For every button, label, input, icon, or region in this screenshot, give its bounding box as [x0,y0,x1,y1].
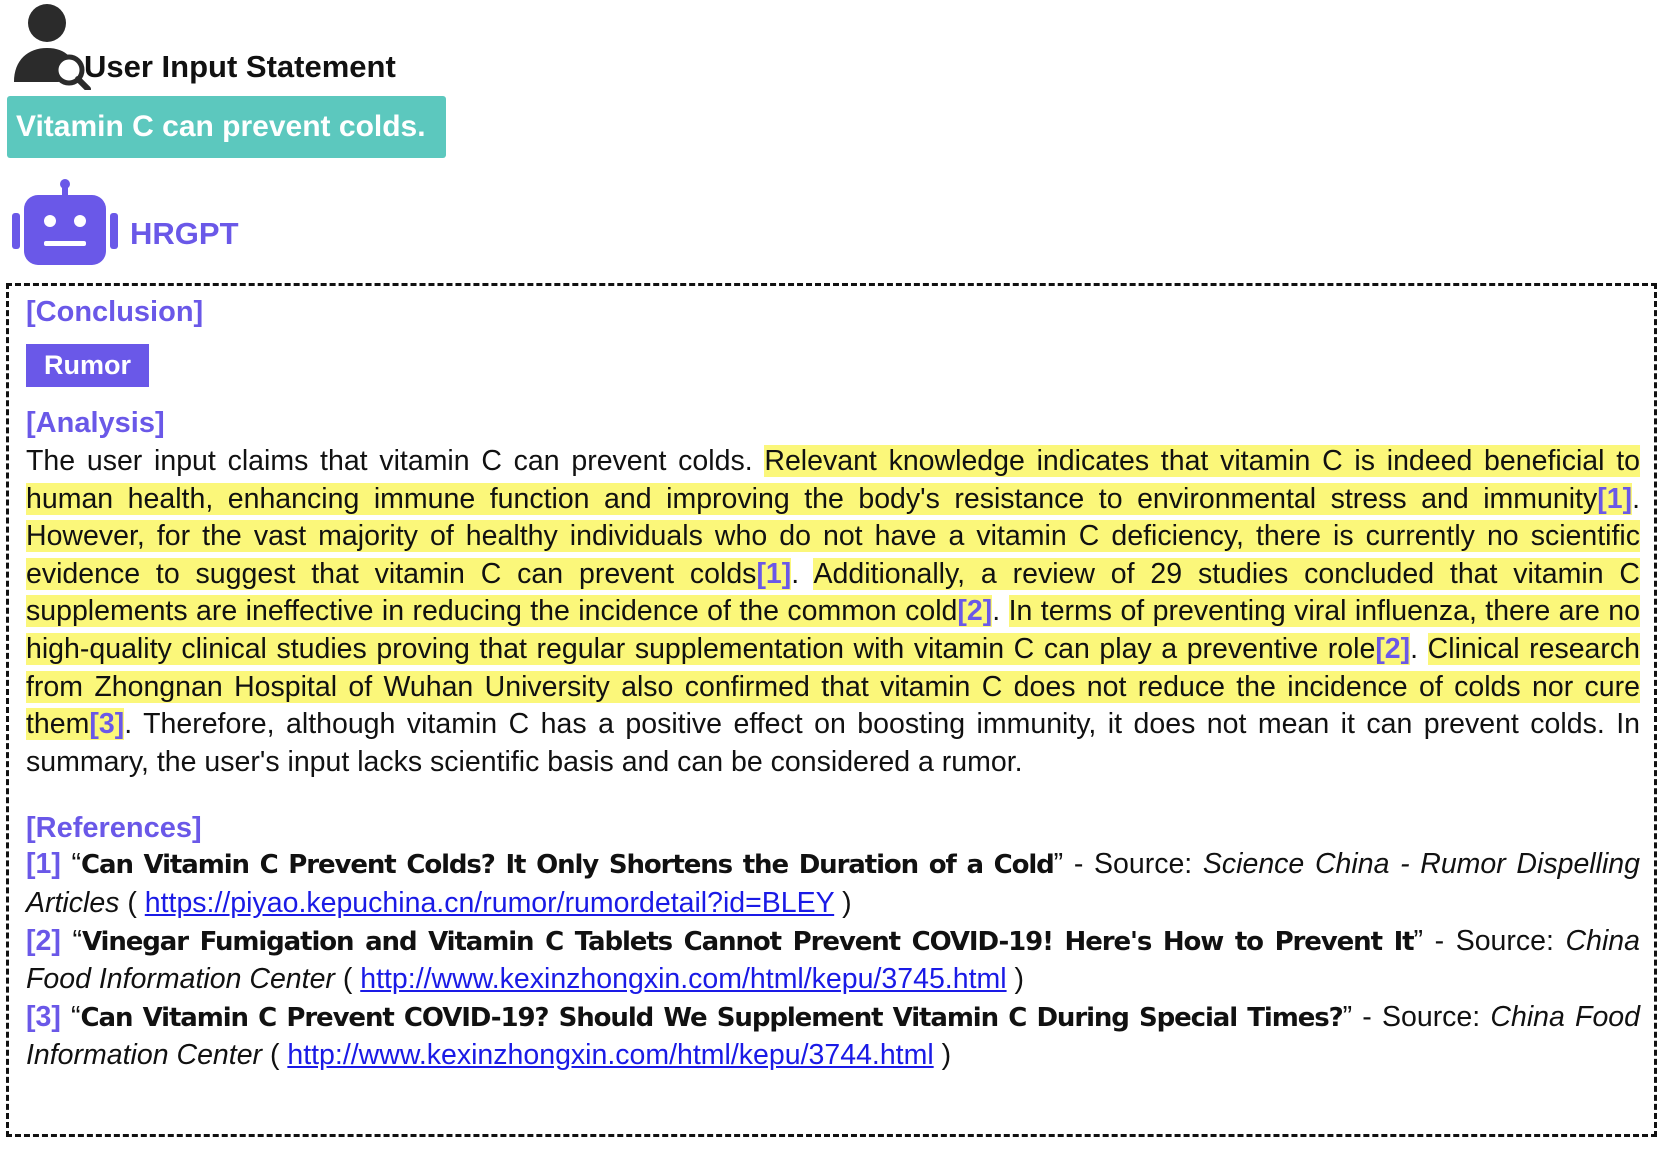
quote-close: ” [1053,848,1064,881]
citation-link[interactable]: [2] [957,595,993,628]
reference-title: Can Vitamin C Prevent COVID-19? Should We Supplement Vitamin C During Special Times? [80,1002,1343,1033]
references-label: [References] [26,812,202,845]
paren-close: ) [933,1039,952,1072]
user-statement: Vitamin C can prevent colds. [7,96,446,158]
reference-title: Can Vitamin C Prevent Colds? It Only Shortens the Duration of a Cold [81,850,1054,881]
reference-source: China Food Information Center [26,924,1640,996]
analysis-highlight: Additionally, a review of 29 studies concluded that vitamin C supplements are ineffective in reducing the incidence of the common cold [26,557,1641,628]
analysis-text-segment: . [1632,482,1640,515]
analysis-highlight: In terms of preventing viral influenza, there are no high-quality clinical studies proving that regular supplementation with vitamin C can play a preventive role [26,595,1640,665]
analysis-intro: The user input claims that vitamin C can prevent colds. [26,445,765,477]
reference-source: Science China - Rumor Dispelling Articles [26,848,1640,919]
citation-link[interactable]: [1] [1597,482,1633,515]
analysis-label: [Analysis] [26,407,165,439]
paren-open: ( [334,963,361,996]
reference-link[interactable]: http://www.kexinzhongxin.com/html/kepu/3744.html [287,1039,934,1072]
user-header [12,0,396,90]
reference-item [26,923,1640,999]
conclusion-label: [Conclusion] [26,296,204,328]
analysis-text-segment: . [1410,632,1428,665]
analysis-highlight: Clinical research from Zhongnan Hospital of Wuhan University also confirmed that vitamin C does not reduce the incidence of colds nor cure them [26,632,1641,741]
analysis-outro: . Therefore, although vitamin C has a positive effect on boosting immunity, it does not mean it can prevent colds. In summary, the user's input lacks scientific basis and can be considered a rumor. [26,708,1640,778]
verdict-badge: Rumor [26,344,149,387]
paren-open: ( [119,886,145,919]
reference-link[interactable]: http://www.kexinzhongxin.com/html/kepu/3745.html [360,963,1007,996]
analysis-text-segment: . [992,595,1009,628]
quote-close: ” [1413,924,1423,957]
reference-link[interactable]: https://piyao.kepuchina.cn/rumor/rumordetail?id=BLEY [144,886,835,919]
source-prefix: - Source: [1063,848,1203,881]
reference-item [26,999,1640,1075]
paren-open: ( [262,1039,288,1072]
citation-link[interactable]: [3] [89,708,125,741]
analysis-highlight: However, for the vast majority of healthy individuals who do not have a vitamin C deficiency, there is currently no scientific evidence to suggest that vitamin C can prevent colds [26,520,1640,590]
analysis-highlight: Relevant knowledge indicates that vitamin C is indeed beneficial to human health, enhancing immune function and improving the body's resistance to environmental stress and immunity [26,445,1640,515]
reference-number: [3] [26,1000,61,1033]
reference-number: [2] [26,924,61,957]
reference-source: China Food Information Center [26,1000,1640,1072]
source-prefix: - Source: [1422,924,1566,957]
response-panel [6,283,1657,1137]
bot-name: HRGPT [130,216,239,251]
response-content [26,294,1640,1075]
bot-header [12,178,239,268]
quote-open: “ [60,1000,81,1033]
reference-item [26,846,1640,922]
reference-title: Vinegar Fumigation and Vitamin C Tablets Cannot Prevent COVID-19! Here's How to Prevent It [81,926,1414,957]
citation-link[interactable]: [1] [756,557,792,590]
paren-close: ) [1006,963,1024,996]
analysis-text [26,443,1640,781]
paren-close: ) [834,886,852,919]
reference-number: [1] [26,848,61,881]
quote-open: “ [60,848,82,881]
analysis-text-segment: . [791,557,814,590]
source-prefix: - Source: [1352,1000,1491,1033]
quote-open: “ [60,924,82,957]
user-section-title: User Input Statement [84,49,396,84]
robot-icon [12,179,118,267]
citation-link[interactable]: [2] [1375,632,1411,665]
quote-close: ” [1342,1000,1353,1033]
user-search-icon [12,4,92,90]
